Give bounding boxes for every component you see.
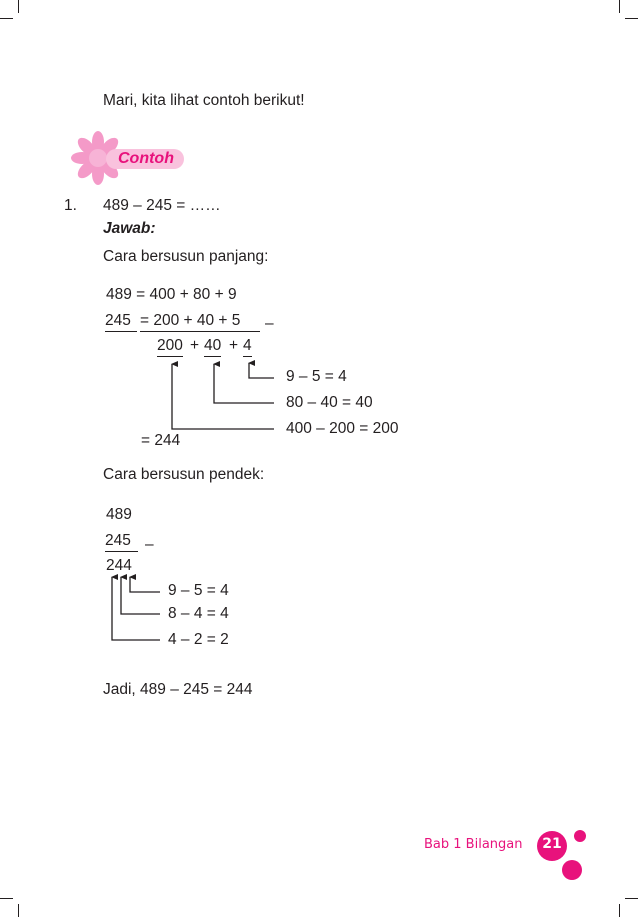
long-line2-left: 245 (105, 312, 137, 332)
footer-chapter: Bab 1 Bilangan (424, 837, 523, 852)
long-arrow-hundreds (172, 364, 274, 429)
long-minus-sign: – (265, 315, 274, 332)
long-method-title: Cara bersusun panjang: (103, 248, 269, 265)
long-arrow-ones (249, 363, 274, 378)
crop-mark-bl-h (0, 898, 13, 899)
short-method-title: Cara bersusun pendek: (103, 466, 265, 483)
intro-text: Mari, kita lihat contoh berikut! (103, 92, 305, 109)
long-arrow-tens (214, 364, 274, 403)
short-step-tens: 8 – 4 = 4 (168, 605, 229, 622)
conclusion-text: Jadi, 489 – 245 = 244 (103, 681, 253, 698)
long-line1: 489 = 400 + 80 + 9 (106, 286, 237, 303)
crop-mark-tr-v (619, 0, 620, 13)
decor-dot-small (574, 830, 586, 842)
long-step-ones: 9 – 5 = 4 (286, 368, 347, 385)
contoh-badge (68, 130, 190, 186)
crop-mark-bl-v (18, 904, 19, 917)
short-result: 244 (106, 557, 132, 574)
crop-mark-tl-v (18, 0, 19, 13)
short-step-hundreds: 4 – 2 = 2 (168, 631, 229, 648)
answer-label: Jawab: (103, 220, 156, 237)
long-final-result: = 244 (141, 432, 181, 449)
crop-mark-br-v (619, 904, 620, 917)
short-step-ones: 9 – 5 = 4 (168, 582, 229, 599)
long-step-hundreds: 400 – 200 = 200 (286, 420, 399, 437)
short-minus-sign: – (145, 536, 154, 553)
long-line2-right: = 200 + 40 + 5 (140, 312, 260, 332)
crop-mark-tl-h (0, 18, 13, 19)
long-result-tens: 40 (204, 337, 221, 357)
long-result-hundreds: 200 (157, 337, 183, 357)
contoh-label: Contoh (118, 150, 174, 167)
short-bottom-number: 245 (105, 532, 138, 552)
page-number: 21 (542, 836, 562, 852)
problem-number: 1. (64, 197, 77, 214)
long-result-ones: 4 (243, 337, 252, 357)
short-arrow-ones (130, 577, 160, 592)
short-arrow-tens (121, 577, 160, 614)
long-plus-2: + (229, 337, 239, 354)
crop-mark-tr-h (625, 18, 638, 19)
crop-mark-br-h (625, 898, 638, 899)
problem-expression: 489 – 245 = …… (103, 197, 221, 214)
short-top-number: 489 (106, 506, 132, 523)
long-plus-1: + (190, 337, 200, 354)
short-arrow-hundreds (112, 577, 160, 640)
long-step-tens: 80 – 40 = 40 (286, 394, 373, 411)
decor-dot-large (562, 860, 582, 880)
